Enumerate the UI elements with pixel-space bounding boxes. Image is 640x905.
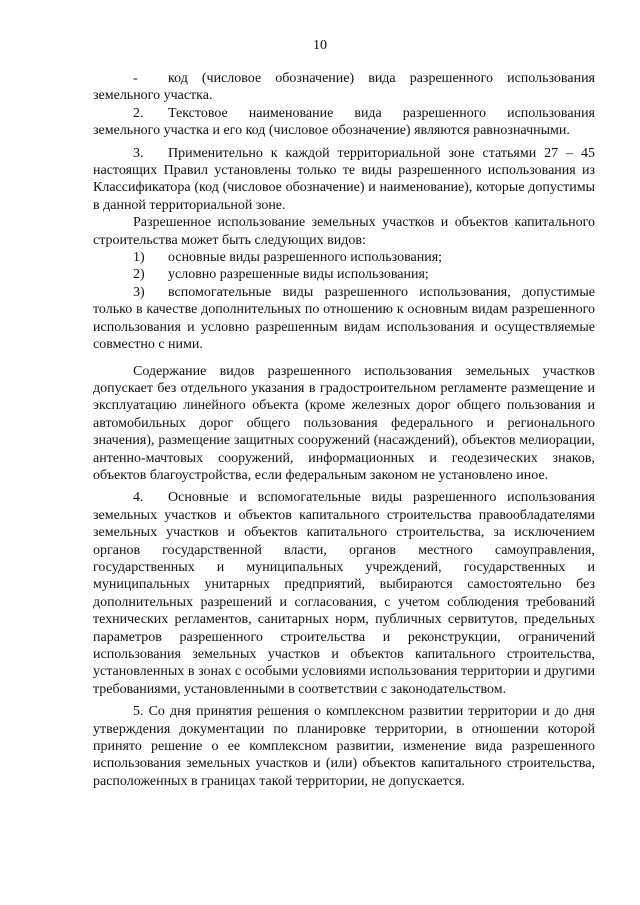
list-marker: 4. (133, 490, 144, 506)
list-marker: 2) (133, 267, 145, 283)
paragraph-4-self-selection (93, 489, 595, 698)
list-marker: 1) (133, 250, 145, 266)
paragraph-text: Текстовое наименование вида разрешенного использования земельного участка и его код (числовое обозначение) являются равнозначными. (93, 105, 595, 139)
list-item-main-types (93, 249, 595, 266)
page-number: 10 (313, 38, 327, 53)
paragraph-code-designation (93, 70, 595, 105)
list-marker: - (133, 71, 138, 86)
list-marker: 3) (133, 284, 145, 300)
paragraph-2-equivalence (93, 105, 595, 140)
paragraph-text: Основные и вспомогательные виды разрешенного использования земельных участков и объектов капитального строительства правообладателями земельных участков и объектов капитального строительства, за исключением органов государственной власти, органов местного самоуправления, государственных и муниципальных учреждений, государственных и муниципальных унитарных предприятий, выбираются самостоятельно без дополнительных разрешений и согласования, с учетом соблюдения требований технических регламентов, санитарных норм, публичных сервитутов, предельных параметров разрешенного строительства и реконструкции, ограничений использования земельных участков и объектов капитального строительства, установленных в зонах с особыми условиями использования территории и другими требованиями, установленными в соответствии с законодательством. (93, 490, 595, 697)
paragraph-linear-objects (93, 363, 595, 485)
paragraph-text: 5. Со дня принятия решения о комплексном развитии территории и до дня утверждения документации по планировке территории, в отношении которой принято решение о ее комплексном развитии, изменение вида разрешенного использования земельных участков и (или) объектов капитального строительства, расположенных в границах такой территории, не допускается. (93, 704, 595, 789)
paragraph-text: Содержание видов разрешенного использования земельных участков допускает без отдельного указания в градостроительном регламенте размещение и эксплуатацию линейного объекта (кроме железных дорог общего пользования и автомобильных дорог общего пользования федерального и регионального значения), размещение защитных сооружений (насаждений), объектов мелиорации, антенно-мачтовых сооружений, информационных и геодезических знаков, объектов благоустройства, если федеральным законом не установлено иное. (93, 363, 595, 483)
paragraph-text: условно разрешенные виды использования; (168, 267, 429, 283)
list-item-auxiliary-types (93, 284, 595, 354)
paragraph-3-zones (93, 145, 595, 215)
list-item-conditional-types (93, 266, 595, 283)
paragraph-use-types-intro (93, 214, 595, 249)
paragraph-5-complex-development (93, 703, 595, 790)
paragraph-text: основные виды разрешенного использования; (168, 250, 443, 266)
paragraph-text: Разрешенное использование земельных участков и объектов капитального строительства может быть следующих видов: (93, 215, 595, 248)
paragraph-text: Применительно к каждой территориальной зоне статьями 27 – 45 настоящих Правил установлены только те виды разрешенного использования из Классификатора (код (числовое обозначение) и наименование), которые допустимы в данной территориальной зоне. (93, 145, 595, 213)
list-marker: 3. (133, 145, 144, 161)
paragraph-text: код (числовое обозначение) вида разрешенного использования земельного участка. (93, 71, 595, 104)
document-body (93, 70, 595, 790)
list-marker: 2. (133, 105, 144, 121)
paragraph-text: вспомогательные виды разрешенного использования, допустимые только в качестве дополнительных по отношению к основным видам разрешенного использования и условно разрешенным видам использования и осуществляемые совместно с ними. (93, 284, 595, 353)
